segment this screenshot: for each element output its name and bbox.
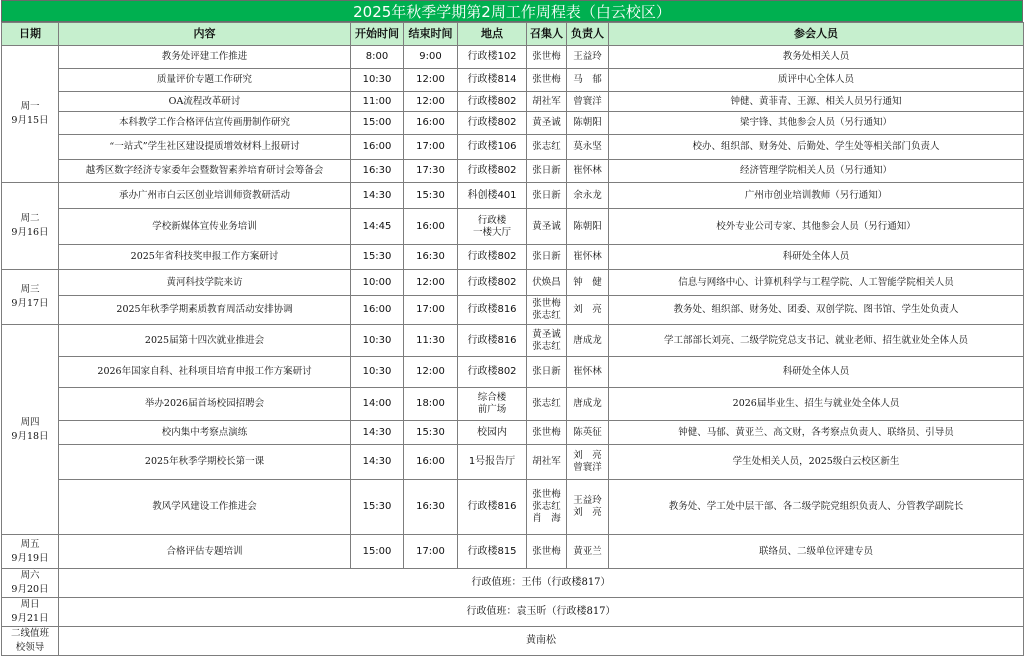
content-cell: 学校新媒体宣传业务培训 <box>59 209 351 245</box>
place-cell: 行政楼802 <box>458 245 527 270</box>
start-time-cell: 14:30 <box>351 445 404 480</box>
place-cell: 行政楼802 <box>458 92 527 112</box>
duty-row <box>2 598 1024 627</box>
place-cell <box>458 209 527 245</box>
table-row <box>2 480 1024 535</box>
content-cell: 2026年国家自科、社科项目培育申报工作方案研讨 <box>59 357 351 388</box>
attendees-cell: 教务处、组织部、财务处、团委、双创学院、图书馆、学生处负责人 <box>609 296 1024 325</box>
day-cell <box>2 270 59 325</box>
table-row <box>2 421 1024 445</box>
day-label: 周四 <box>20 416 40 428</box>
owner-cell: 崔怀林 <box>567 160 609 183</box>
attendees-cell: 校外专业公司专家、其他参会人员（另行通知） <box>609 209 1024 245</box>
start-time-cell: 14:45 <box>351 209 404 245</box>
table-row <box>2 209 1024 245</box>
owner-cell-line: 刘 亮 <box>573 507 602 518</box>
owner-cell: 钟 健 <box>567 270 609 296</box>
convener-cell-line: 张志红 <box>532 501 561 512</box>
attendees-cell: 梁宇锋、其他参会人员（另行通知） <box>609 112 1024 135</box>
start-time-cell: 16:00 <box>351 296 404 325</box>
owner-cell: 崔怀林 <box>567 245 609 270</box>
table-row <box>2 357 1024 388</box>
convener-cell: 伏焕昌 <box>527 270 567 296</box>
table-row <box>2 92 1024 112</box>
duty-day-cell <box>2 598 59 627</box>
owner-cell <box>567 480 609 535</box>
start-time-cell: 14:00 <box>351 388 404 421</box>
convener-cell: 张日新 <box>527 183 567 209</box>
header-owner: 负责人 <box>567 23 609 46</box>
place-cell-line: 行政楼 <box>477 214 507 226</box>
owner-cell: 唐成龙 <box>567 388 609 421</box>
attendees-cell: 学生处相关人员，2025级白云校区新生 <box>609 445 1024 480</box>
end-time-cell: 16:30 <box>404 480 458 535</box>
convener-cell: 张志红 <box>527 135 567 160</box>
convener-cell: 胡社军 <box>527 92 567 112</box>
table-row <box>2 183 1024 209</box>
attendees-cell: 联络员、二级单位评建专员 <box>609 535 1024 569</box>
place-cell: 行政楼816 <box>458 325 527 357</box>
start-time-cell: 10:00 <box>351 270 404 296</box>
end-time-cell: 12:00 <box>404 92 458 112</box>
owner-cell-line: 曾寰洋 <box>573 462 602 473</box>
convener-cell: 张日新 <box>527 160 567 183</box>
convener-cell-line: 黄圣诚 <box>532 328 561 340</box>
start-time-cell: 10:30 <box>351 357 404 388</box>
header-row <box>2 23 1024 46</box>
start-time-cell: 14:30 <box>351 421 404 445</box>
day-cell <box>2 183 59 270</box>
table-row <box>2 296 1024 325</box>
duty-text-cell: 黄南松 <box>59 627 1024 656</box>
duty-day-label: 周日 <box>20 599 40 610</box>
convener-cell: 张日新 <box>527 357 567 388</box>
owner-cell: 刘 亮 <box>567 296 609 325</box>
table-row <box>2 112 1024 135</box>
convener-cell <box>527 480 567 535</box>
table-row <box>2 325 1024 357</box>
end-time-cell: 17:00 <box>404 296 458 325</box>
owner-cell: 曾寰洋 <box>567 92 609 112</box>
table-row <box>2 270 1024 296</box>
day-date: 9月15日 <box>11 115 49 126</box>
owner-cell <box>567 445 609 480</box>
end-time-cell: 11:30 <box>404 325 458 357</box>
table-row <box>2 388 1024 421</box>
table-row <box>2 160 1024 183</box>
table-row <box>2 245 1024 270</box>
content-cell: 校内集中考察点演练 <box>59 421 351 445</box>
content-cell: 黄河科技学院来访 <box>59 270 351 296</box>
end-time-cell: 16:00 <box>404 445 458 480</box>
day-label: 周二 <box>20 213 40 224</box>
duty-day-date: 校领导 <box>15 642 45 653</box>
owner-cell: 王益玲 <box>567 46 609 69</box>
schedule-table <box>1 22 1024 656</box>
schedule-body <box>2 46 1024 656</box>
end-time-cell: 12:00 <box>404 69 458 92</box>
place-cell: 校园内 <box>458 421 527 445</box>
day-cell <box>2 535 59 569</box>
owner-cell: 陈朝阳 <box>567 209 609 245</box>
convener-cell-line: 肖 海 <box>532 513 561 524</box>
place-cell: 科创楼401 <box>458 183 527 209</box>
table-row <box>2 445 1024 480</box>
convener-cell-line: 张世梅 <box>532 489 561 500</box>
convener-cell-line: 张世梅 <box>532 298 561 309</box>
attendees-cell: 信息与网络中心、计算机科学与工程学院、人工智能学院相关人员 <box>609 270 1024 296</box>
convener-cell-line: 张志红 <box>532 310 561 321</box>
duty-day-label: 周六 <box>20 570 40 581</box>
duty-day-date: 9月20日 <box>11 584 49 595</box>
day-label: 周三 <box>20 284 40 295</box>
content-cell: 承办广州市白云区创业培训师资教研活动 <box>59 183 351 209</box>
day-date: 9月16日 <box>11 227 49 238</box>
content-cell: 举办2026届首场校园招聘会 <box>59 388 351 421</box>
schedule-title: 2025年秋季学期第2周工作周程表（白云校区） <box>1 0 1023 22</box>
owner-cell: 马 郁 <box>567 69 609 92</box>
convener-cell: 张世梅 <box>527 46 567 69</box>
convener-cell: 胡社军 <box>527 445 567 480</box>
attendees-cell: 质评中心全体人员 <box>609 69 1024 92</box>
end-time-cell: 17:00 <box>404 535 458 569</box>
place-cell: 行政楼802 <box>458 270 527 296</box>
start-time-cell: 11:00 <box>351 92 404 112</box>
place-cell: 行政楼815 <box>458 535 527 569</box>
start-time-cell: 10:30 <box>351 69 404 92</box>
place-cell: 行政楼816 <box>458 296 527 325</box>
duty-day-date: 9月21日 <box>11 613 49 624</box>
end-time-cell: 16:00 <box>404 112 458 135</box>
start-time-cell: 16:30 <box>351 160 404 183</box>
place-cell: 行政楼814 <box>458 69 527 92</box>
owner-cell-line: 王益玲 <box>573 495 602 506</box>
attendees-cell: 2026届毕业生、招生与就业处全体人员 <box>609 388 1024 421</box>
start-time-cell: 15:00 <box>351 112 404 135</box>
end-time-cell: 16:30 <box>404 245 458 270</box>
place-cell: 行政楼106 <box>458 135 527 160</box>
place-cell: 行政楼802 <box>458 160 527 183</box>
day-date: 9月17日 <box>11 298 49 309</box>
header-attendees: 参会人员 <box>609 23 1024 46</box>
start-time-cell: 14:30 <box>351 183 404 209</box>
attendees-cell: 广州市创业培训教师（另行通知） <box>609 183 1024 209</box>
owner-cell: 崔怀林 <box>567 357 609 388</box>
owner-cell: 黄亚兰 <box>567 535 609 569</box>
owner-cell: 余永龙 <box>567 183 609 209</box>
convener-cell: 张志红 <box>527 388 567 421</box>
place-cell: 行政楼102 <box>458 46 527 69</box>
header-convener: 召集人 <box>527 23 567 46</box>
place-cell-line: 综合楼 <box>477 392 507 403</box>
content-cell: 本科教学工作合格评估宣传画册制作研究 <box>59 112 351 135</box>
owner-cell: 莫永坚 <box>567 135 609 160</box>
content-cell: 2025年省科技奖申报工作方案研讨 <box>59 245 351 270</box>
end-time-cell: 15:30 <box>404 183 458 209</box>
owner-cell: 陈英征 <box>567 421 609 445</box>
place-cell: 行政楼802 <box>458 112 527 135</box>
convener-cell: 张世梅 <box>527 69 567 92</box>
day-label: 周一 <box>20 101 40 112</box>
place-cell: 行政楼816 <box>458 480 527 535</box>
header-place: 地点 <box>458 23 527 46</box>
owner-cell: 唐成龙 <box>567 325 609 357</box>
start-time-cell: 8:00 <box>351 46 404 69</box>
end-time-cell: 12:00 <box>404 357 458 388</box>
table-row <box>2 69 1024 92</box>
place-cell <box>458 388 527 421</box>
content-cell: OA流程改革研讨 <box>59 92 351 112</box>
table-row <box>2 135 1024 160</box>
start-time-cell: 15:30 <box>351 480 404 535</box>
attendees-cell: 科研处全体人员 <box>609 245 1024 270</box>
start-time-cell: 16:00 <box>351 135 404 160</box>
content-cell: 2025年秋季学期素质教育周活动安排协调 <box>59 296 351 325</box>
convener-cell: 黄圣诚 <box>527 209 567 245</box>
attendees-cell: 校办、组织部、财务处、后勤处、学生处等相关部门负责人 <box>609 135 1024 160</box>
place-cell-line: 前广场 <box>477 404 507 415</box>
attendees-cell: 钟健、马郁、黄亚兰、高文财，各考察点负责人、联络员、引导员 <box>609 421 1024 445</box>
duty-day-cell <box>2 627 59 656</box>
convener-cell: 张世梅 <box>527 535 567 569</box>
duty-day-cell <box>2 569 59 598</box>
content-cell: 2025届第十四次就业推进会 <box>59 325 351 357</box>
content-cell: 教风学风建设工作推进会 <box>59 480 351 535</box>
header-date: 日期 <box>2 23 59 46</box>
convener-cell <box>527 325 567 357</box>
day-cell <box>2 325 59 535</box>
table-row <box>2 46 1024 69</box>
table-row <box>2 535 1024 569</box>
content-cell: 教务处评建工作推进 <box>59 46 351 69</box>
place-cell: 行政楼802 <box>458 357 527 388</box>
content-cell: “一站式”学生社区建设提质增效材料上报研讨 <box>59 135 351 160</box>
start-time-cell: 10:30 <box>351 325 404 357</box>
content-cell: 2025年秋季学期校长第一课 <box>59 445 351 480</box>
convener-cell: 黄圣诚 <box>527 112 567 135</box>
end-time-cell: 16:00 <box>404 209 458 245</box>
duty-text-cell: 行政值班：袁玉昕（行政楼817） <box>59 598 1024 627</box>
place-cell: 1号报告厅 <box>458 445 527 480</box>
content-cell: 质量评价专题工作研究 <box>59 69 351 92</box>
day-date: 9月18日 <box>11 430 49 442</box>
end-time-cell: 17:00 <box>404 135 458 160</box>
convener-cell-line: 张志红 <box>532 340 561 352</box>
attendees-cell: 科研处全体人员 <box>609 357 1024 388</box>
day-label: 周五 <box>20 538 40 550</box>
convener-cell <box>527 296 567 325</box>
owner-cell: 陈朝阳 <box>567 112 609 135</box>
schedule-sheet <box>1 0 1023 656</box>
start-time-cell: 15:30 <box>351 245 404 270</box>
duty-day-label: 二线值班 <box>10 628 49 639</box>
duty-row <box>2 569 1024 598</box>
content-cell: 合格评估专题培训 <box>59 535 351 569</box>
end-time-cell: 12:00 <box>404 270 458 296</box>
header-end-time: 结束时间 <box>404 23 458 46</box>
duty-row <box>2 627 1024 656</box>
attendees-cell: 教务处、学工处中层干部、各二级学院党组织负责人、分管教学副院长 <box>609 480 1024 535</box>
start-time-cell: 15:00 <box>351 535 404 569</box>
attendees-cell: 教务处相关人员 <box>609 46 1024 69</box>
header-content: 内容 <box>59 23 351 46</box>
day-cell <box>2 46 59 183</box>
duty-text-cell: 行政值班：王伟（行政楼817） <box>59 569 1024 598</box>
end-time-cell: 9:00 <box>404 46 458 69</box>
content-cell: 越秀区数字经济专家委年会暨数智素养培育研讨会筹备会 <box>59 160 351 183</box>
convener-cell: 张日新 <box>527 245 567 270</box>
attendees-cell: 钟健、黄菲青、王源、相关人员另行通知 <box>609 92 1024 112</box>
attendees-cell: 经济管理学院相关人员（另行通知） <box>609 160 1024 183</box>
end-time-cell: 18:00 <box>404 388 458 421</box>
attendees-cell: 学工部部长刘亮、二级学院党总支书记、就业老师、招生就业处全体人员 <box>609 325 1024 357</box>
header-start-time: 开始时间 <box>351 23 404 46</box>
place-cell-line: 一楼大厅 <box>472 226 511 238</box>
convener-cell: 张世梅 <box>527 421 567 445</box>
end-time-cell: 15:30 <box>404 421 458 445</box>
end-time-cell: 17:30 <box>404 160 458 183</box>
owner-cell-line: 刘 亮 <box>573 450 602 461</box>
day-date: 9月19日 <box>11 552 49 564</box>
